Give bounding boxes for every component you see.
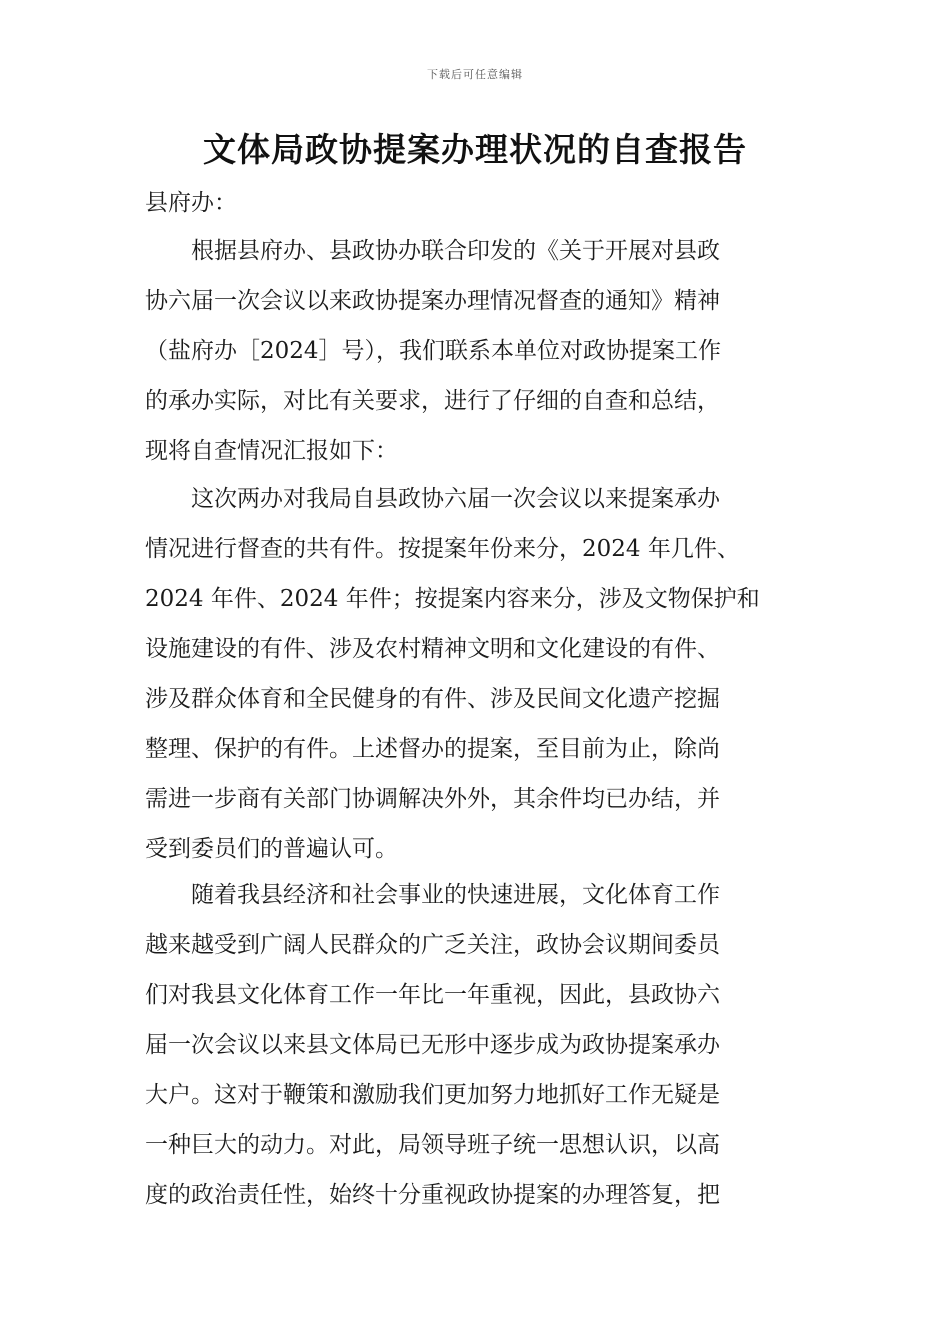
paragraph-line: 越来越受到广阔人民群众的广乏关注，政协会议期间委员	[145, 932, 720, 958]
paragraph-line: 们对我县文化体育工作一年比一年重视，因此，县政协六	[145, 982, 720, 1008]
paragraph-line: 需进一步商有关部门协调解决外外，其余件均已办结，并	[145, 786, 720, 812]
salutation: 县府办：	[145, 190, 237, 216]
paragraph-line: 的承办实际，对比有关要求，进行了仔细的自查和总结，	[145, 388, 720, 414]
paragraph-line: 情况进行督查的共有件。按提案年份来分，2024 年几件、	[145, 536, 740, 562]
paragraph-line: 协六届一次会议以来政协提案办理情况督查的通知》精神	[145, 288, 720, 314]
paragraph-line: 届一次会议以来县文体局已无形中逐步成为政协提案承办	[145, 1032, 720, 1058]
page-title: 文体局政协提案办理状况的自查报告	[203, 130, 747, 169]
paragraph-line: 度的政治责任性，始终十分重视政协提案的办理答复，把	[145, 1182, 720, 1208]
paragraph-line: 大户。这对于鞭策和激励我们更加努力地抓好工作无疑是	[145, 1082, 720, 1108]
paragraph-line: 2024 年件、2024 年件；按提案内容来分，涉及文物保护和	[145, 586, 760, 612]
paragraph-line: 整理、保护的有件。上述督办的提案，至目前为止，除尚	[145, 736, 720, 762]
paragraph-line: 根据县府办、县政协办联合印发的《关于开展对县政	[145, 238, 720, 264]
paragraph-1	[145, 226, 807, 476]
paragraph-3	[145, 870, 807, 1220]
paragraph-line: （盐府办［2024］号），我们联系本单位对政协提案工作	[145, 338, 722, 364]
paragraph-2	[145, 474, 807, 874]
paragraph-line: 现将自查情况汇报如下：	[145, 438, 398, 464]
paragraph-line: 设施建设的有件、涉及农村精神文明和文化建设的有件、	[145, 636, 720, 662]
paragraph-line: 一种巨大的动力。对此，局领导班子统一思想认识，以高	[145, 1132, 720, 1158]
paragraph-line: 涉及群众体育和全民健身的有件、涉及民间文化遗产挖掘	[145, 686, 720, 712]
paragraph-line: 随着我县经济和社会事业的快速进展，文化体育工作	[145, 882, 720, 908]
paragraph-line: 受到委员们的普遍认可。	[145, 836, 398, 862]
header-note: 下载后可任意编辑	[427, 68, 523, 81]
paragraph-line: 这次两办对我局自县政协六届一次会议以来提案承办	[145, 486, 720, 512]
